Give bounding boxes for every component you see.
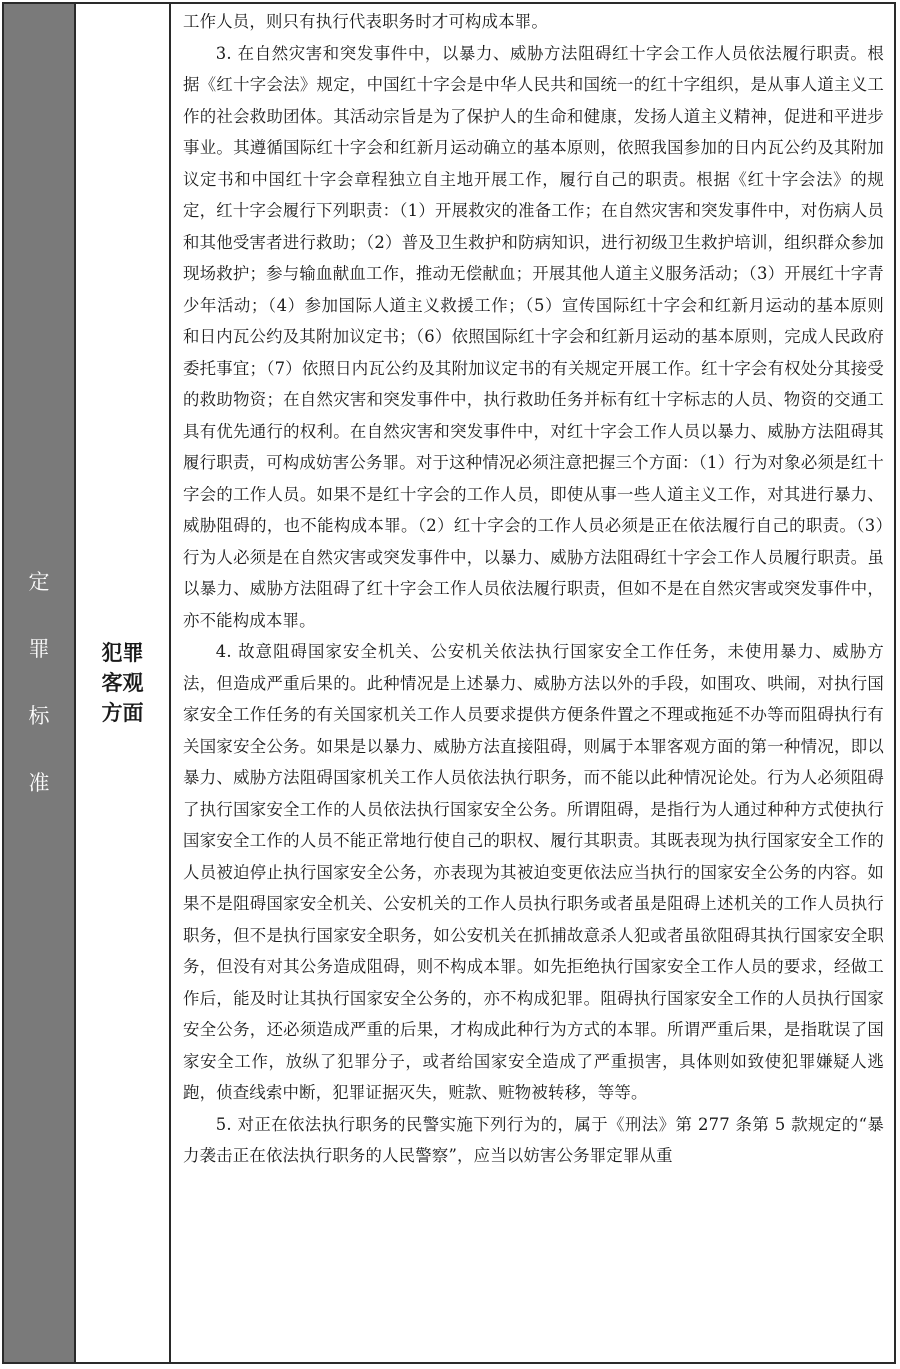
category-char: 标	[28, 704, 50, 728]
criteria-table	[2, 2, 896, 1364]
body-text-column	[171, 4, 894, 1362]
category-char: 定	[28, 570, 50, 594]
body-paragraph: 工作人员，则只有执行代表职务时才可构成本罪。	[183, 12, 548, 31]
category-char: 罪	[28, 637, 50, 661]
subcategory-column	[76, 4, 171, 1362]
subcategory-line: 犯罪	[101, 641, 144, 665]
body-paragraph: 3. 在自然灾害和突发事件中，以暴力、威胁方法阻碍红十字会工作人员依法履行职责。根据《红十字会法》规定，中国红十字会是中华人民共和国统一的红十字组织，是从事人道主义工作的社会救助团体。其活动宗旨是为了保护人的生命和健康，发扬人道主义精神，促进和平进步事业。其遵循国际红十字会和红新月运动确立的基本原则，依照我国参加的日内瓦公约及其附加议定书和中国红十字会章程独立自主地开展工作，履行自己的职责。根据《红十字会法》的规定，红十字会履行下列职责：（1）开展救灾的准备工作；在自然灾害和突发事件中，对伤病人员和其他受害者进行救助；（2）普及卫生救护和防病知识，进行初级卫生救护培训，组织群众参加现场救护；参与输血献血工作，推动无偿献血；开展其他人道主义服务活动；（3）开展红十字青少年活动；（4）参加国际人道主义救援工作；（5）宣传国际红十字会和红新月运动的基本原则和日内瓦公约及其附加议定书；（6）依照国际红十字会和红新月运动的基本原则，完成人民政府委托事宜；（7）依照日内瓦公约及其附加议定书的有关规定开展工作。红十字会有权处分其接受的救助物资；在自然灾害和突发事件中，执行救助任务并标有红十字标志的人员、物资的交通工具有优先通行的权利。在自然灾害和突发事件中，对红十字会工作人员以暴力、威胁方法阻碍其履行职责，可构成妨害公务罪。对于这种情况必须注意把握三个方面：（1）行为对象必须是红十字会的工作人员。如果不是红十字会的工作人员，即使从事一些人道主义工作，对其进行暴力、威胁阻碍的，也不能构成本罪。（2）红十字会的工作人员必须是正在依法履行自己的职责。（3）行为人必须是在自然灾害或突发事件中，以暴力、威胁方法阻碍红十字会工作人员履行职责。虽以暴力、威胁方法阻碍了红十字会工作人员依法履行职责，但如不是在自然灾害或突发事件中，亦不能构成本罪。	[183, 43, 884, 630]
category-column	[4, 4, 76, 1362]
body-paragraph: 5. 对正在依法执行职务的民警实施下列行为的，属于《刑法》第 277 条第 5 款规定的“暴力袭击正在依法执行职务的人民警察”，应当以妨害公务罪定罪从重	[183, 1114, 884, 1165]
body-paragraph: 4. 故意阻碍国家安全机关、公安机关依法执行国家安全工作任务，未使用暴力、威胁方法，但造成严重后果的。此种情况是上述暴力、威胁方法以外的手段，如围攻、哄闹，对执行国家安全工作任务的有关国家机关工作人员要求提供方便条件置之不理或拖延不办等而阻碍执行有关国家安全公务。如果是以暴力、威胁方法直接阻碍，则属于本罪客观方面的第一种情况，即以暴力、威胁方法阻碍国家机关工作人员依法执行职务，而不能以此种情况论处。行为人必须阻碍了执行国家安全工作的人员依法执行国家安全公务。所谓阻碍，是指行为人通过种种方式使执行国家安全工作的人员不能正常地行使自己的职权、履行其职责。其既表现为执行国家安全工作的人员被迫停止执行国家安全公务，亦表现为其被迫变更依法应当执行的国家安全公务的内容。如果不是阻碍国家安全机关、公安机关的工作人员执行职务或者虽是阻碍上述机关的工作人员执行职务，但不是执行国家安全职务，如公安机关在抓捕故意杀人犯或者虽欲阻碍其执行国家安全职务，但没有对其公务造成阻碍，则不构成本罪。如先拒绝执行国家安全工作人员的要求，经做工作后，能及时让其执行国家安全公务的，亦不构成犯罪。阻碍执行国家安全工作的人员执行国家安全公务，还必须造成严重的后果，才构成此种行为方式的本罪。所谓严重后果，是指耽误了国家安全工作，放纵了犯罪分子，或者给国家安全造成了严重损害，具体则如致使犯罪嫌疑人逃跑，侦查线索中断，犯罪证据灭失，赃款、赃物被转移，等等。	[183, 642, 884, 1102]
subcategory-line: 客观	[101, 671, 144, 695]
category-char: 准	[28, 771, 50, 795]
subcategory-line: 方面	[101, 701, 144, 725]
